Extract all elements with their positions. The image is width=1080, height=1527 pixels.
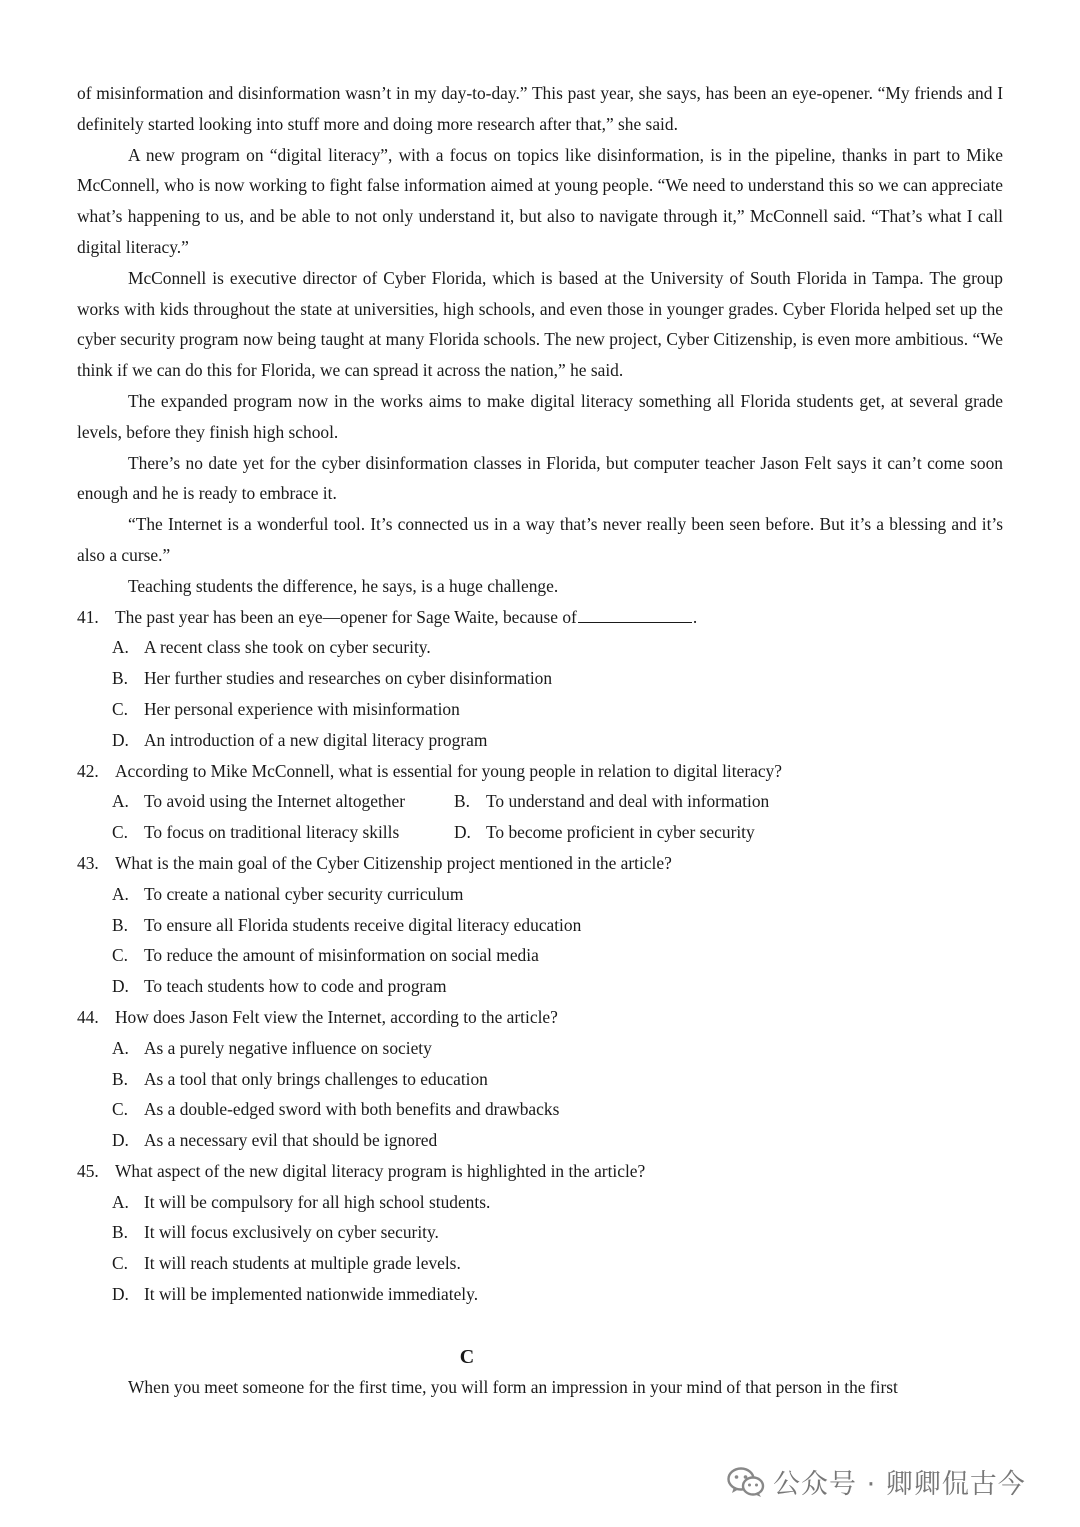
- question-45: [77, 1156, 1003, 1310]
- document-page: [77, 78, 1003, 1403]
- option-line: [77, 1125, 1003, 1156]
- option-text: To become proficient in cyber security: [486, 822, 755, 843]
- passage-paragraph: The expanded program now in the works aims to make digital literacy something all Florida students get, at several grade levels, before they finish high school.: [77, 390, 1003, 442]
- option-text: To avoid using the Internet altogether: [144, 791, 406, 812]
- question-42: [77, 756, 1003, 848]
- option-text: As a tool that only brings challenges to education: [144, 1068, 488, 1089]
- question-number: 44.: [77, 1006, 99, 1027]
- question-stem-line: [77, 1002, 1003, 1033]
- option-b: [112, 1069, 488, 1089]
- option-line: [77, 879, 1003, 910]
- option-c: [112, 699, 460, 719]
- option-b: [454, 786, 796, 817]
- option-text: It will be compulsory for all high school students.: [144, 1191, 491, 1212]
- question-stem-line: [77, 756, 1003, 787]
- option-line: [77, 1033, 1003, 1064]
- option-line: [77, 910, 1003, 941]
- question-list: [77, 602, 1003, 1310]
- section-c-first-line: When you meet someone for the first time, you will form an impression in your mind of that person in the first: [128, 1376, 898, 1397]
- watermark-text: 公众号 · 卿卿侃古今: [773, 1469, 1026, 1500]
- question-41: [77, 602, 1003, 756]
- option-text: Her personal experience with misinformation: [144, 698, 460, 719]
- option-d: [112, 1284, 478, 1304]
- option-letter: C.: [112, 1099, 128, 1120]
- option-text: To reduce the amount of misinformation on social media: [144, 945, 539, 966]
- question-43: [77, 848, 1003, 1002]
- option-c: [112, 1099, 559, 1119]
- option-a: [112, 637, 431, 657]
- option-letter: D.: [112, 1284, 129, 1305]
- passage-paragraph: McConnell is executive director of Cyber Florida, which is based at the University of South Florida in Tampa. The group works with kids throughout the state at universities, high schools, and even those in younger grades. Cyber Florida helped set up the cyber security program now being taught at many Florida schools. The new project, Cyber Citizenship, is even more ambitious. “We think if we can do this for Florida, we can spread it across the nation,” he said.: [77, 267, 1003, 381]
- question-number: 41.: [77, 606, 99, 627]
- question-44: [77, 1002, 1003, 1156]
- option-a: [112, 1038, 432, 1058]
- option-text: To understand and deal with information: [486, 791, 770, 812]
- option-letter: D.: [454, 822, 471, 843]
- option-line: [77, 632, 1003, 663]
- question-stem: What is the main goal of the Cyber Citizenship project mentioned in the article?: [115, 852, 672, 873]
- option-text: A recent class she took on cyber security.: [144, 637, 431, 658]
- option-letter: C.: [112, 822, 128, 843]
- question-number: 43.: [77, 852, 99, 873]
- option-letter: B.: [112, 1222, 128, 1243]
- question-stem: The past year has been an eye—opener for Sage Waite, because of: [115, 606, 577, 627]
- reading-passage: [77, 78, 1003, 602]
- option-c: [112, 945, 539, 965]
- option-b: [112, 1222, 439, 1242]
- wechat-icon: [727, 1466, 765, 1498]
- stem-end-punctuation: .: [692, 606, 698, 627]
- option-letter: B.: [112, 668, 128, 689]
- option-line: [77, 663, 1003, 694]
- question-stem-line: [77, 848, 1003, 879]
- option-row: [77, 786, 1003, 817]
- section-c-heading: C: [459, 1345, 475, 1368]
- option-text: To teach students how to code and program: [144, 976, 447, 997]
- watermark: [727, 1462, 1026, 1501]
- option-d: [454, 817, 796, 848]
- option-line: [77, 694, 1003, 725]
- question-stem: What aspect of the new digital literacy program is highlighted in the article?: [115, 1160, 646, 1181]
- option-line: [77, 1248, 1003, 1279]
- option-text: To ensure all Florida students receive digital literacy education: [144, 914, 582, 935]
- option-line: [77, 940, 1003, 971]
- option-a: [112, 786, 454, 817]
- option-text: An introduction of a new digital literacy program: [144, 729, 488, 750]
- passage-paragraph: There’s no date yet for the cyber disinformation classes in Florida, but computer teacher Jason Felt says it can’t come soon enough and he is ready to embrace it.: [77, 452, 1003, 504]
- option-letter: C.: [112, 945, 128, 966]
- option-letter: D.: [112, 1130, 129, 1151]
- option-b: [112, 915, 581, 935]
- option-d: [112, 730, 487, 750]
- option-line: [77, 1279, 1003, 1310]
- option-line: [77, 725, 1003, 756]
- passage-paragraph: of misinformation and disinformation wasn’t in my day-to-day.” This past year, she says, has been an eye-opener. “My friends and I definitely started looking into stuff more and doing more research after that,” she said.: [77, 83, 1003, 134]
- option-text: As a necessary evil that should be ignored: [144, 1130, 438, 1151]
- option-line: [77, 1217, 1003, 1248]
- option-letter: D.: [112, 976, 129, 997]
- option-text: It will focus exclusively on cyber security.: [144, 1222, 439, 1243]
- option-letter: C.: [112, 1253, 128, 1274]
- option-text: It will reach students at multiple grade levels.: [144, 1253, 461, 1274]
- option-text: To create a national cyber security curriculum: [144, 883, 464, 904]
- question-number: 45.: [77, 1160, 99, 1181]
- option-row: [77, 817, 1003, 848]
- option-line: [77, 971, 1003, 1002]
- option-line: [77, 1187, 1003, 1218]
- option-text: As a double-edged sword with both benefits and drawbacks: [144, 1099, 560, 1120]
- question-stem: How does Jason Felt view the Internet, according to the article?: [115, 1006, 558, 1027]
- option-letter: A.: [112, 1037, 129, 1058]
- question-number: 42.: [77, 760, 99, 781]
- passage-paragraph: Teaching students the difference, he says, is a huge challenge.: [128, 575, 559, 596]
- question-stem: According to Mike McConnell, what is essential for young people in relation to digital literacy?: [115, 760, 782, 781]
- option-b: [112, 668, 552, 688]
- option-d: [112, 976, 447, 996]
- option-line: [77, 1094, 1003, 1125]
- option-letter: B.: [454, 791, 470, 812]
- option-line: [77, 1064, 1003, 1095]
- option-text: To focus on traditional literacy skills: [144, 822, 400, 843]
- question-stem-line: [77, 1156, 1003, 1187]
- option-letter: A.: [112, 637, 129, 658]
- option-letter: A.: [112, 791, 129, 812]
- option-letter: B.: [112, 1068, 128, 1089]
- option-text: It will be implemented nationwide immediately.: [144, 1284, 479, 1305]
- option-a: [112, 884, 463, 904]
- question-stem-line: [77, 602, 1003, 633]
- option-letter: A.: [112, 883, 129, 904]
- option-a: [112, 1192, 490, 1212]
- passage-paragraph: A new program on “digital literacy”, with a focus on topics like disinformation, is in the pipeline, thanks in part to Mike McConnell, who is now working to fight false information aimed at young people. “We need to understand this so we can appreciate what’s happening to us, and be able to not only understand it, but also to navigate through it,” McConnell said. “That’s what I call digital literacy.”: [77, 144, 1003, 257]
- option-c: [112, 817, 454, 848]
- answer-blank: [578, 602, 692, 623]
- option-letter: A.: [112, 1191, 129, 1212]
- passage-paragraph: “The Internet is a wonderful tool. It’s connected us in a way that’s never really been seen before. But it’s a blessing and it’s also a curse.”: [77, 514, 1003, 565]
- option-c: [112, 1253, 461, 1273]
- option-d: [112, 1130, 437, 1150]
- option-letter: D.: [112, 729, 129, 750]
- option-letter: C.: [112, 698, 128, 719]
- option-text: Her further studies and researches on cyber disinformation: [144, 668, 553, 689]
- option-text: As a purely negative influence on society: [144, 1037, 432, 1058]
- option-letter: B.: [112, 914, 128, 935]
